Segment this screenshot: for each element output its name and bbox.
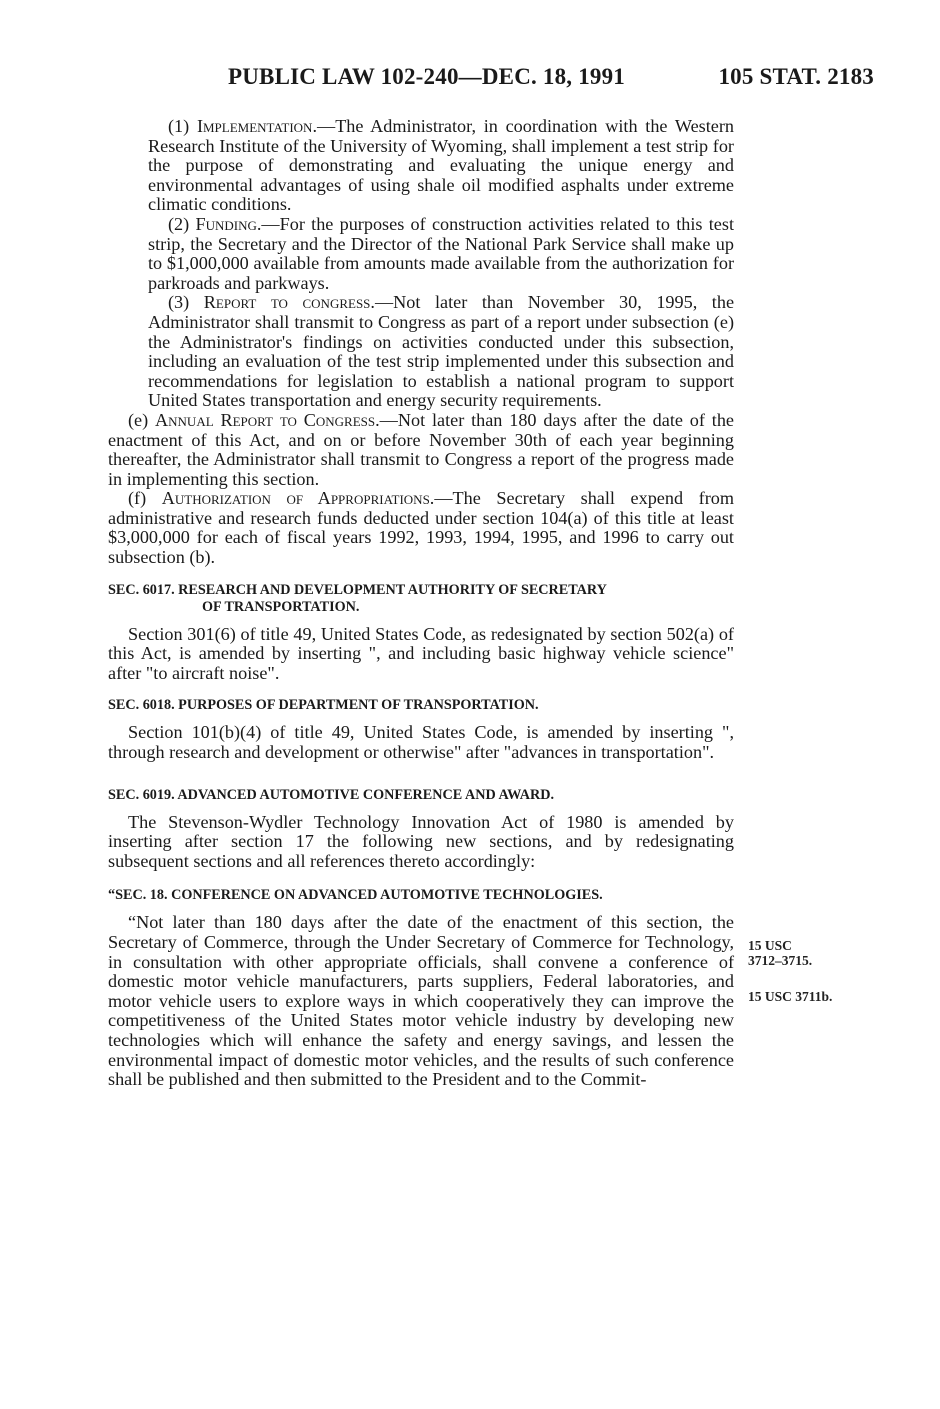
margin-note-usc-3711b: 15 USC 3711b. — [748, 989, 833, 1004]
margin-note-line: 15 USC — [748, 938, 792, 953]
running-head — [228, 64, 874, 94]
paragraph-d2: (2) Funding.—For the purposes of construction activities related to this test strip, the Secretary and the Director of the National Park Service shall make up to $1,000,000 available from amounts made available from the authorization for parkroads and parkways. — [148, 213, 734, 293]
para-heading: Annual Report to Congress — [155, 409, 376, 430]
section-heading-line: SEC. 6017. RESEARCH AND DEVELOPMENT AUTHORITY OF SECRETARY — [108, 581, 607, 598]
body-text — [108, 117, 734, 1090]
section-heading-6017 — [108, 582, 734, 616]
para-heading: Authorization of Appropriations — [161, 488, 430, 509]
section-heading-6018: SEC. 6018. PURPOSES OF DEPARTMENT OF TRANSPORTATION. — [108, 697, 539, 714]
para-heading: Report to congress — [203, 292, 371, 313]
para-text: The Administrator, in coordination with the Western Research Institute of the University of Wyoming, shall implement a test strip for the purpose of demonstrating and evaluating the unique energy and environmental advantages of using shale oil modified asphalts under extreme climatic conditions. — [148, 116, 735, 215]
section-heading-line: OF TRANSPORTATION. — [202, 598, 360, 615]
para-num: (1) — [168, 116, 190, 136]
para-num: (2) — [168, 213, 190, 234]
paragraph-d3: (3) Report to congress.—Not later than November 30, 1995, the Administrator shall transmit to Congress as part of a report under subsection (e) the Administrator's findings on activities conducted under this subsection, including an evaluation of the test strip implemented under this subsection and recommendations for legislation to establish a national program to support United States transportation and energy security requirements. — [148, 292, 735, 411]
section-body-6017: Section 301(6) of title 49, United States Code, as redesignated by section 502(a) of this Act, is amended by inserting ", and including basic highway vehicle science" after "to aircraft noise". — [108, 623, 734, 683]
section-heading-6019: SEC. 6019. ADVANCED AUTOMOTIVE CONFERENCE AND AWARD. — [108, 786, 555, 803]
para-num: (3) — [168, 292, 190, 313]
section-heading-18: “SEC. 18. CONFERENCE ON ADVANCED AUTOMOTIVE TECHNOLOGIES. — [108, 887, 603, 904]
section-body-6019: The Stevenson-Wydler Technology Innovation Act of 1980 is amended by inserting after section 17 the following new sections, and by redesignating subsequent sections and all references thereto accordingly: — [108, 811, 734, 871]
paragraph-f: (f) Authorization of Appropriations.—The Secretary shall expend from administrative and research funds deducted under section 104(a) of this title at least $3,000,000 for each of fiscal years 1992, 1993, 1994, 1995, and 1996 to carry out subsection (b). — [108, 488, 734, 568]
paragraph-d1: (1) Implementation.—The Administrator, in coordination with the Western Research Institute of the University of Wyoming, shall implement a test strip for the purpose of demonstrating and evaluating the unique energy and environmental advantages of using shale oil modified asphalts under extreme climatic conditions. — [148, 116, 735, 215]
stat-page-number: 105 STAT. 2183 — [718, 64, 874, 89]
para-text: The Secretary shall expend from administrative and research funds deducted under section 104(a) of this title at least $3,000,000 for each of fiscal years 1992, 1993, 1994, 1995, and 1996 to carry out subsection (b). — [108, 488, 734, 568]
para-heading: Implementation — [196, 116, 313, 136]
para-num: (f) — [128, 488, 147, 509]
paragraph-e: (e) Annual Report to Congress.—Not later than 180 days after the date of the enactment of this Act, and on or before November 30th of each year beginning thereafter, the Administrator shall transmit to Congress a report of the progress made in implementing this section. — [108, 409, 734, 489]
para-text: Not later than November 30, 1995, the Administrator shall transmit to Congress as part of a report under subsection (e) the Administrator's findings on activities conducted under this subsection, including an evaluation of the test strip implemented under this subsection and recommendations for legislation to establish a national program to support United States transportation and energy security requirements. — [148, 292, 735, 411]
margin-note-usc-3712 — [748, 938, 868, 968]
para-text: For the purposes of construction activities related to this test strip, the Secretary and the Director of the National Park Service shall make up to $1,000,000 available from amounts made available from the authorization for parkroads and parkways. — [148, 213, 734, 293]
section-body-18: “Not later than 180 days after the date of the enactment of this section, the Secretary of Commerce, through the Under Secretary of Commerce for Technology, in consultation with other appropriate officials, shall convene a conference of domestic motor vehicle manufacturers, parts suppliers, Federal laboratories, and motor vehicle users to explore ways in which cooperatively they can improve the competitiveness of the United States motor vehicle industry by developing new technologies which will enhance the safety and energy savings, and lessen the environmental impact of domestic motor vehicles, and the results of such conference shall be published and then submitted to the President and to the Commit- — [108, 912, 734, 1090]
margin-note-line: 3712–3715. — [748, 953, 813, 968]
para-text: Not later than 180 days after the date of the enactment of this Act, and on or before November 30th of each year beginning thereafter, the Administrator shall transmit to Congress a report of the progress made in implementing this section. — [108, 409, 734, 489]
para-heading: Funding — [195, 213, 257, 234]
section-body-6018: Section 101(b)(4) of title 49, United States Code, is amended by inserting ", through research and development or otherwise" after "advances in transportation". — [108, 722, 734, 763]
para-num: (e) — [128, 409, 149, 430]
public-law-title: PUBLIC LAW 102-240—DEC. 18, 1991 — [228, 64, 626, 89]
